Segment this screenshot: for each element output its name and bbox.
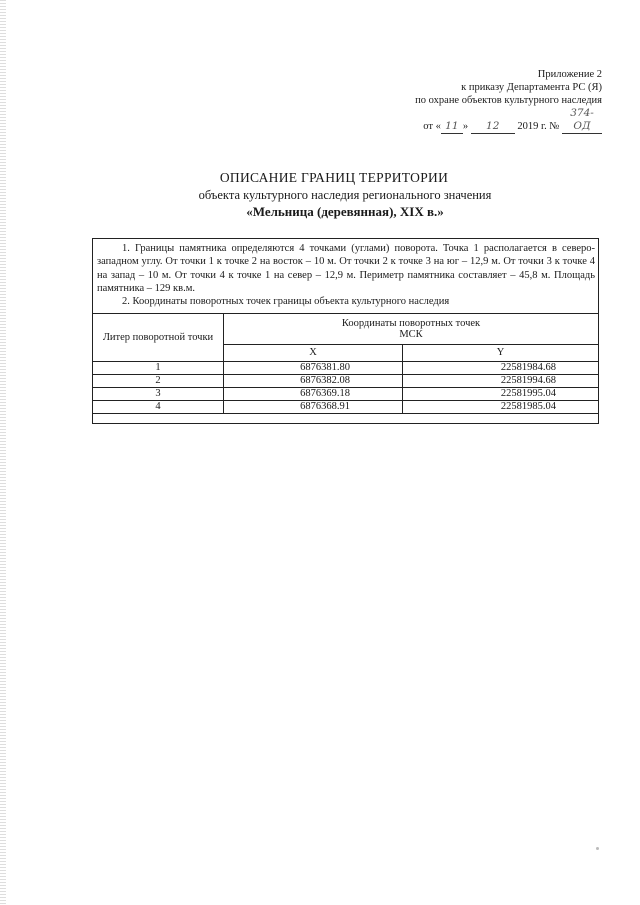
point-x: 6876368.91 [224, 401, 403, 414]
table-row [93, 401, 599, 414]
date-day: 11 [441, 120, 463, 134]
appendix-line2: к приказу Департамента РС (Я) [461, 82, 602, 93]
table-row [93, 388, 599, 401]
point-y: 22581984.68 [403, 362, 599, 375]
point-number: 2 [93, 375, 224, 388]
point-number: 3 [93, 388, 224, 401]
point-x: 6876382.08 [224, 375, 403, 388]
point-y: 22581995.04 [403, 388, 599, 401]
description-p2: 2. Координаты поворотных точек границы объекта культурного наследия [122, 296, 450, 308]
scan-speck [596, 847, 599, 850]
title-line2: объекта культурного наследия регионального значения [198, 188, 492, 202]
title-line1: ОПИСАНИЕ ГРАНИЦ ТЕРРИТОРИИ [219, 170, 449, 185]
appendix-line3: по охране объектов культурного наследия [415, 95, 602, 106]
point-y: 22581994.68 [403, 375, 599, 388]
table-row [93, 362, 599, 375]
point-number: 1 [93, 362, 224, 375]
header-coords [224, 314, 599, 345]
description-p1: 1. Границы памятника определяются 4 точками (углами) поворота. Точка 1 располагается в северо-западном углу. От точки 1 к точке 2 на восток – 10 м. От точки 2 к точке 3 на юг – 12,9 м. От точки 3 к точке 4 на запад – 10 м. От точки 4 к точке 1 на север – 12,9 м. Периметр памятника составляет – 45,8 м. Площадь памятника – 129 кв.м. [97, 243, 595, 294]
date-month: 12 [471, 120, 515, 134]
description-text [97, 242, 595, 308]
document-title [0, 170, 640, 220]
point-number: 4 [93, 401, 224, 414]
header-y: Y [403, 345, 599, 362]
date-prefix: от « [423, 121, 441, 132]
header-coords-system: МСК [399, 329, 423, 340]
point-y: 22581985.04 [403, 401, 599, 414]
point-x: 6876381.80 [224, 362, 403, 375]
header-liter: Литер поворотной точки [93, 314, 224, 362]
appendix-line1: Приложение 2 [537, 69, 602, 80]
order-number: 374-ОД [562, 107, 602, 134]
table-row [93, 375, 599, 388]
title-line3: «Мельница (деревянная), XIX в.» [246, 204, 444, 219]
header-x: X [224, 345, 403, 362]
scan-edge [0, 0, 6, 905]
appendix-date-line [362, 107, 602, 134]
date-mid: » [462, 121, 469, 132]
appendix-header [362, 68, 602, 134]
point-x: 6876369.18 [224, 388, 403, 401]
header-coords-title: Координаты поворотных точек [341, 317, 481, 329]
coordinates-table [92, 313, 599, 414]
date-year: 2019 г. № [517, 121, 560, 132]
boundary-description-frame [92, 238, 599, 424]
